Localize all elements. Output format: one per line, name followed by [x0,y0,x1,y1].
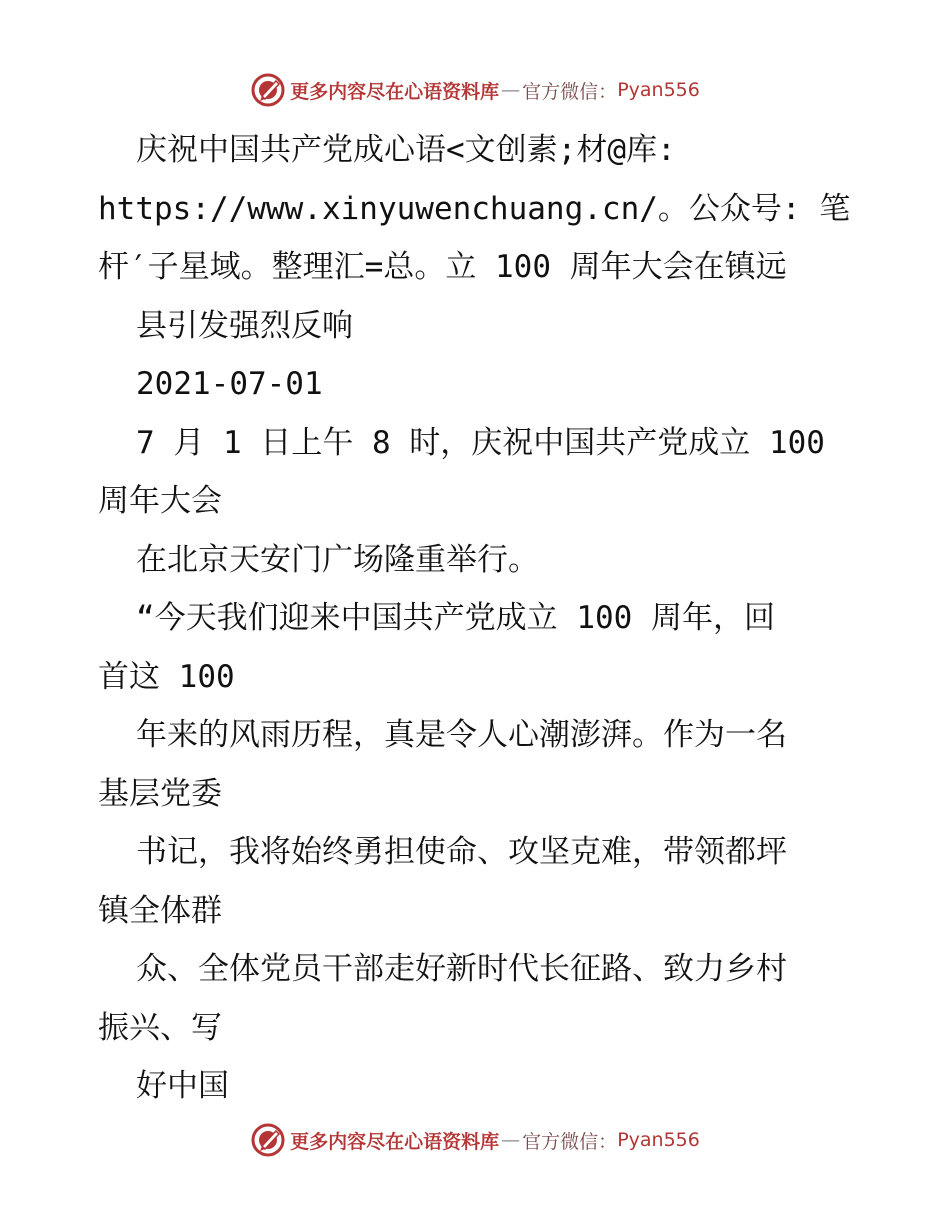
text-line: 杆′子星域。整理汇=总。立 100 周年大会在镇远 [98,249,787,285]
banner-wechat-label: 官方微信： [522,1130,618,1153]
banner-wechat-id: Pyan556 [617,79,700,101]
banner-wechat-label: 官方微信： [522,80,618,103]
text-line: 周年大会 [98,483,222,519]
banner-brand-text: 更多内容尽在心语资料库 [290,80,500,103]
text-line: 在北京天安门广场隆重举行。 [136,541,539,578]
text-line: 众、全体党员干部走好新时代长征路、致力乡村 [136,951,787,987]
text-line: 7 月 1 日上午 8 时，庆祝中国共产党成立 100 [136,424,825,461]
text-line: 首这 100 [98,658,235,695]
text-line: 年来的风雨历程，真是令人心潮澎湃。作为一名 [136,717,787,753]
text-line: 庆祝中国共产党成心语<文创素;材@库: [136,132,676,168]
text-line: 基层党委 [98,775,222,812]
banner-separator: — [501,1129,521,1151]
pen-circle-logo-icon [250,1122,286,1158]
text-line: https://www.xinyuwenchuang.cn/。公众号: 笔 [98,190,851,227]
text-line: 振兴、写 [98,1009,222,1046]
banner-wechat-id: Pyan556 [617,1129,700,1151]
document-body [98,121,858,1116]
banner-brand-text: 更多内容尽在心语资料库 [290,1130,500,1153]
banner-separator: — [501,79,521,101]
header-watermark-banner [0,70,950,110]
text-line: 好中国 [136,1068,229,1104]
text-line: 2021-07-01 [136,366,323,402]
pen-circle-logo-icon [250,72,286,108]
text-line: “今天我们迎来中国共产党成立 100 周年，回 [136,600,775,636]
text-line: 县引发强烈反响 [136,307,353,344]
text-line: 镇全体群 [98,892,222,929]
footer-watermark-banner [0,1120,950,1160]
text-line: 书记，我将始终勇担使命、攻坚克难，带领都坪 [136,834,787,870]
